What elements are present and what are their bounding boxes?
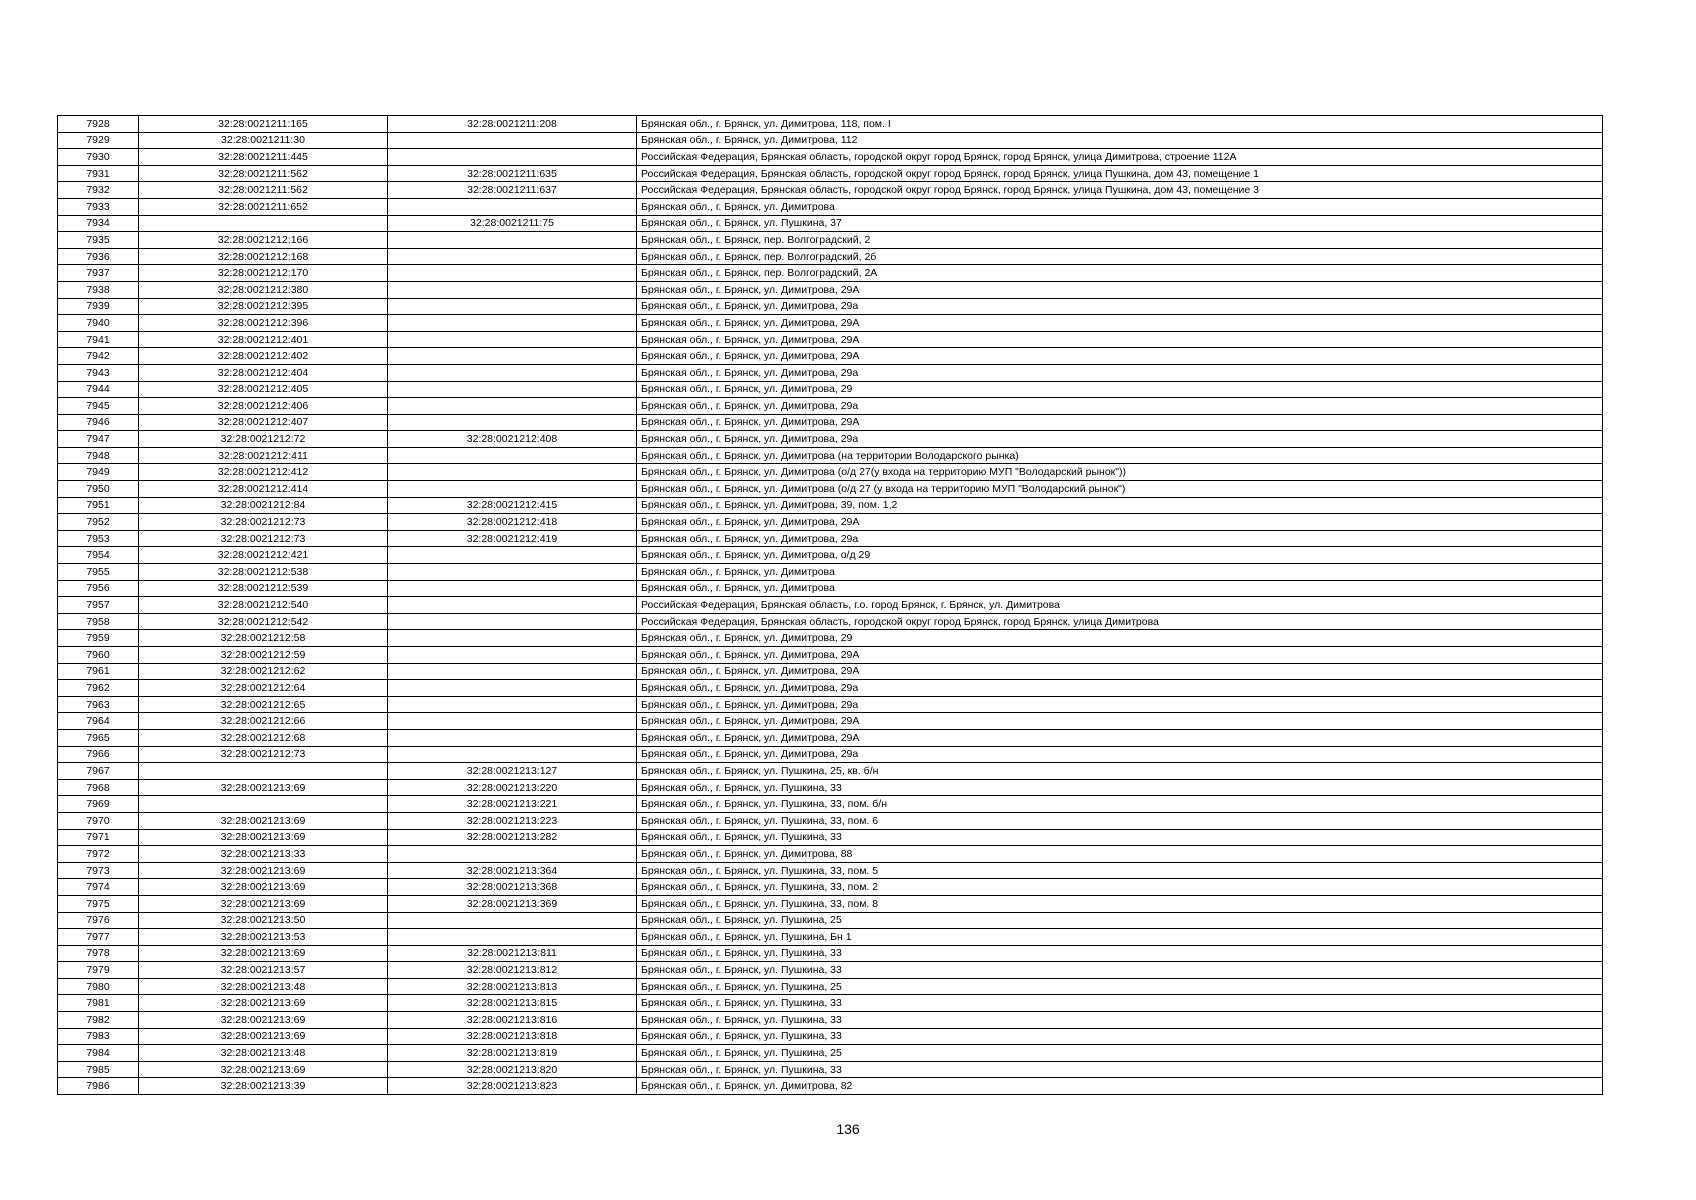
related-cadastral-number-cell: 32:28:0021213:813 — [388, 978, 637, 995]
related-cadastral-number-cell: 32:28:0021213:282 — [388, 829, 637, 846]
related-cadastral-number-cell — [388, 132, 637, 149]
related-cadastral-number-cell: 32:28:0021211:635 — [388, 165, 637, 182]
address-cell: Брянская обл., г. Брянск, ул. Пушкина, 33 — [637, 945, 1603, 962]
address-cell: Российская Федерация, Брянская область, г.о. город Брянск, г. Брянск, ул. Димитрова — [637, 597, 1603, 614]
related-cadastral-number-cell — [388, 447, 637, 464]
cadastral-number-cell: 32:28:0021213:69 — [139, 995, 388, 1012]
table-row — [58, 879, 1603, 896]
address-cell: Брянская обл., г. Брянск, ул. Димитрова, 29а — [637, 680, 1603, 697]
row-number-cell: 7952 — [58, 514, 139, 531]
address-cell: Брянская обл., г. Брянск, ул. Димитрова, 29а — [637, 746, 1603, 763]
table-row — [58, 779, 1603, 796]
cadastral-number-cell: 32:28:0021212:64 — [139, 680, 388, 697]
row-number-cell: 7939 — [58, 298, 139, 315]
row-number-cell: 7967 — [58, 763, 139, 780]
address-cell: Брянская обл., г. Брянск, ул. Пушкина, 33, пом. б/н — [637, 796, 1603, 813]
table-row — [58, 978, 1603, 995]
related-cadastral-number-cell — [388, 729, 637, 746]
table-row — [58, 265, 1603, 282]
address-cell: Брянская обл., г. Брянск, ул. Димитрова, 29А — [637, 729, 1603, 746]
address-cell: Брянская обл., г. Брянск, ул. Пушкина, 33 — [637, 995, 1603, 1012]
row-number-cell: 7983 — [58, 1028, 139, 1045]
cadastral-number-cell: 32:28:0021212:406 — [139, 398, 388, 415]
cadastral-number-cell: 32:28:0021212:166 — [139, 232, 388, 249]
cadastral-number-cell: 32:28:0021213:69 — [139, 812, 388, 829]
address-cell: Брянская обл., г. Брянск, пер. Волгоградский, 2А — [637, 265, 1603, 282]
row-number-cell: 7931 — [58, 165, 139, 182]
cadastral-number-cell: 32:28:0021211:562 — [139, 182, 388, 199]
cadastral-number-cell: 32:28:0021211:562 — [139, 165, 388, 182]
table-row — [58, 862, 1603, 879]
address-cell: Российская Федерация, Брянская область, городской округ город Брянск, город Брянск, улица Пушкина, дом 43, помещение 1 — [637, 165, 1603, 182]
table-row — [58, 564, 1603, 581]
table-row — [58, 398, 1603, 415]
address-cell: Брянская обл., г. Брянск, ул. Димитрова, 29А — [637, 348, 1603, 365]
address-cell: Брянская обл., г. Брянск, ул. Димитрова, 29а — [637, 398, 1603, 415]
table-row — [58, 1078, 1603, 1095]
table-row — [58, 414, 1603, 431]
table-row — [58, 696, 1603, 713]
table-row — [58, 1028, 1603, 1045]
address-cell: Брянская обл., г. Брянск, пер. Волгоградский, 2 — [637, 232, 1603, 249]
table-row — [58, 580, 1603, 597]
related-cadastral-number-cell: 32:28:0021213:221 — [388, 796, 637, 813]
address-cell: Брянская обл., г. Брянск, ул. Пушкина, 33 — [637, 779, 1603, 796]
address-cell: Брянская обл., г. Брянск, ул. Димитрова, 29а — [637, 364, 1603, 381]
related-cadastral-number-cell — [388, 298, 637, 315]
cadastral-number-cell: 32:28:0021212:405 — [139, 381, 388, 398]
cadastral-number-cell: 32:28:0021213:69 — [139, 1061, 388, 1078]
table-row — [58, 945, 1603, 962]
address-cell: Брянская обл., г. Брянск, ул. Димитрова, 29А — [637, 414, 1603, 431]
cadastral-number-cell: 32:28:0021213:48 — [139, 978, 388, 995]
table-row — [58, 846, 1603, 863]
related-cadastral-number-cell — [388, 929, 637, 946]
related-cadastral-number-cell: 32:28:0021212:415 — [388, 497, 637, 514]
address-cell: Брянская обл., г. Брянск, ул. Пушкина, 37 — [637, 215, 1603, 232]
cadastral-number-cell: 32:28:0021212:538 — [139, 564, 388, 581]
table-row — [58, 729, 1603, 746]
related-cadastral-number-cell — [388, 580, 637, 597]
row-number-cell: 7953 — [58, 530, 139, 547]
row-number-cell: 7951 — [58, 497, 139, 514]
related-cadastral-number-cell — [388, 647, 637, 664]
row-number-cell: 7977 — [58, 929, 139, 946]
row-number-cell: 7970 — [58, 812, 139, 829]
cadastral-number-cell: 32:28:0021213:53 — [139, 929, 388, 946]
row-number-cell: 7969 — [58, 796, 139, 813]
cadastral-number-cell: 32:28:0021213:69 — [139, 879, 388, 896]
related-cadastral-number-cell — [388, 331, 637, 348]
address-cell: Брянская обл., г. Брянск, ул. Димитрова, 39, пом. 1,2 — [637, 497, 1603, 514]
related-cadastral-number-cell: 32:28:0021212:418 — [388, 514, 637, 531]
cadastral-number-cell: 32:28:0021211:445 — [139, 149, 388, 166]
cadastral-number-cell: 32:28:0021213:48 — [139, 1045, 388, 1062]
table-row — [58, 281, 1603, 298]
row-number-cell: 7968 — [58, 779, 139, 796]
address-cell: Брянская обл., г. Брянск, ул. Пушкина, 25, кв. б/н — [637, 763, 1603, 780]
table-row — [58, 663, 1603, 680]
table-row — [58, 198, 1603, 215]
row-number-cell: 7979 — [58, 962, 139, 979]
table-row — [58, 713, 1603, 730]
related-cadastral-number-cell: 32:28:0021213:368 — [388, 879, 637, 896]
related-cadastral-number-cell: 32:28:0021213:818 — [388, 1028, 637, 1045]
row-number-cell: 7985 — [58, 1061, 139, 1078]
table-row — [58, 364, 1603, 381]
cadastral-number-cell: 32:28:0021213:50 — [139, 912, 388, 929]
related-cadastral-number-cell — [388, 846, 637, 863]
cadastral-number-cell: 32:28:0021212:421 — [139, 547, 388, 564]
related-cadastral-number-cell — [388, 746, 637, 763]
address-cell: Брянская обл., г. Брянск, ул. Димитрова, 29а — [637, 431, 1603, 448]
table-row — [58, 929, 1603, 946]
row-number-cell: 7932 — [58, 182, 139, 199]
table-row — [58, 248, 1603, 265]
cadastral-number-cell: 32:28:0021212:168 — [139, 248, 388, 265]
cadastral-number-cell: 32:28:0021212:411 — [139, 447, 388, 464]
row-number-cell: 7965 — [58, 729, 139, 746]
row-number-cell: 7944 — [58, 381, 139, 398]
table-row — [58, 348, 1603, 365]
address-cell: Брянская обл., г. Брянск, ул. Пушкина, 33, пом. 5 — [637, 862, 1603, 879]
table-row — [58, 1012, 1603, 1029]
related-cadastral-number-cell — [388, 265, 637, 282]
table-row — [58, 381, 1603, 398]
related-cadastral-number-cell: 32:28:0021213:816 — [388, 1012, 637, 1029]
row-number-cell: 7971 — [58, 829, 139, 846]
table-row — [58, 812, 1603, 829]
table-row — [58, 315, 1603, 332]
address-cell: Брянская обл., г. Брянск, ул. Пушкина, 33 — [637, 1028, 1603, 1045]
table-row — [58, 647, 1603, 664]
related-cadastral-number-cell — [388, 364, 637, 381]
table-row — [58, 447, 1603, 464]
related-cadastral-number-cell: 32:28:0021213:127 — [388, 763, 637, 780]
related-cadastral-number-cell: 32:28:0021211:75 — [388, 215, 637, 232]
cadastral-number-cell: 32:28:0021212:73 — [139, 746, 388, 763]
cadastral-number-cell: 32:28:0021211:652 — [139, 198, 388, 215]
related-cadastral-number-cell: 32:28:0021213:811 — [388, 945, 637, 962]
table-row — [58, 481, 1603, 498]
row-number-cell: 7978 — [58, 945, 139, 962]
row-number-cell: 7928 — [58, 116, 139, 133]
cadastral-number-cell: 32:28:0021212:72 — [139, 431, 388, 448]
address-cell: Брянская обл., г. Брянск, ул. Пушкина, Бн 1 — [637, 929, 1603, 946]
row-number-cell: 7954 — [58, 547, 139, 564]
table-row — [58, 895, 1603, 912]
cadastral-number-cell: 32:28:0021213:69 — [139, 1028, 388, 1045]
row-number-cell: 7958 — [58, 613, 139, 630]
row-number-cell: 7962 — [58, 680, 139, 697]
row-number-cell: 7972 — [58, 846, 139, 863]
row-number-cell: 7934 — [58, 215, 139, 232]
related-cadastral-number-cell — [388, 680, 637, 697]
table-row — [58, 497, 1603, 514]
cadastral-number-cell: 32:28:0021212:407 — [139, 414, 388, 431]
address-cell: Брянская обл., г. Брянск, ул. Димитрова — [637, 564, 1603, 581]
address-cell: Российская Федерация, Брянская область, городской округ город Брянск, город Брянск, улица Пушкина, дом 43, помещение 3 — [637, 182, 1603, 199]
row-number-cell: 7942 — [58, 348, 139, 365]
table-row — [58, 182, 1603, 199]
related-cadastral-number-cell — [388, 663, 637, 680]
row-number-cell: 7957 — [58, 597, 139, 614]
cadastral-number-cell — [139, 796, 388, 813]
address-cell: Брянская обл., г. Брянск, ул. Димитрова (о/д 27(у входа на территорию МУП "Володарский рынок")) — [637, 464, 1603, 481]
table-row — [58, 746, 1603, 763]
row-number-cell: 7946 — [58, 414, 139, 431]
table-row — [58, 232, 1603, 249]
row-number-cell: 7948 — [58, 447, 139, 464]
related-cadastral-number-cell: 32:28:0021211:208 — [388, 116, 637, 133]
row-number-cell: 7943 — [58, 364, 139, 381]
address-cell: Брянская обл., г. Брянск, ул. Димитрова, 118, пом. I — [637, 116, 1603, 133]
cadastral-number-cell: 32:28:0021212:539 — [139, 580, 388, 597]
address-cell: Брянская обл., г. Брянск, ул. Димитрова, 29А — [637, 663, 1603, 680]
related-cadastral-number-cell: 32:28:0021213:369 — [388, 895, 637, 912]
table-row — [58, 298, 1603, 315]
row-number-cell: 7940 — [58, 315, 139, 332]
related-cadastral-number-cell — [388, 464, 637, 481]
row-number-cell: 7964 — [58, 713, 139, 730]
address-cell: Брянская обл., г. Брянск, ул. Пушкина, 25 — [637, 1045, 1603, 1062]
address-cell: Брянская обл., г. Брянск, ул. Димитрова, 29А — [637, 713, 1603, 730]
row-number-cell: 7982 — [58, 1012, 139, 1029]
address-cell: Брянская обл., г. Брянск, ул. Димитрова, о/д 29 — [637, 547, 1603, 564]
cadastral-number-cell: 32:28:0021213:69 — [139, 779, 388, 796]
address-cell: Брянская обл., г. Брянск, ул. Димитрова, 29 — [637, 381, 1603, 398]
address-cell: Брянская обл., г. Брянск, ул. Пушкина, 33 — [637, 1012, 1603, 1029]
related-cadastral-number-cell — [388, 232, 637, 249]
row-number-cell: 7955 — [58, 564, 139, 581]
address-cell: Брянская обл., г. Брянск, ул. Димитрова — [637, 580, 1603, 597]
related-cadastral-number-cell: 32:28:0021213:815 — [388, 995, 637, 1012]
table-row — [58, 680, 1603, 697]
related-cadastral-number-cell — [388, 414, 637, 431]
table-row — [58, 547, 1603, 564]
cadastral-number-cell: 32:28:0021212:540 — [139, 597, 388, 614]
address-cell: Брянская обл., г. Брянск, ул. Димитрова, 29А — [637, 514, 1603, 531]
table-row — [58, 431, 1603, 448]
address-cell: Брянская обл., г. Брянск, ул. Димитрова — [637, 198, 1603, 215]
row-number-cell: 7933 — [58, 198, 139, 215]
cadastral-number-cell: 32:28:0021212:396 — [139, 315, 388, 332]
cadastral-number-cell: 32:28:0021213:69 — [139, 945, 388, 962]
address-cell: Брянская обл., г. Брянск, ул. Пушкина, 33 — [637, 829, 1603, 846]
related-cadastral-number-cell — [388, 315, 637, 332]
related-cadastral-number-cell — [388, 564, 637, 581]
cadastral-number-cell: 32:28:0021211:165 — [139, 116, 388, 133]
address-cell: Брянская обл., г. Брянск, ул. Димитрова, 29А — [637, 331, 1603, 348]
related-cadastral-number-cell — [388, 613, 637, 630]
row-number-cell: 7976 — [58, 912, 139, 929]
related-cadastral-number-cell: 32:28:0021212:419 — [388, 530, 637, 547]
row-number-cell: 7959 — [58, 630, 139, 647]
address-cell: Брянская обл., г. Брянск, ул. Пушкина, 33 — [637, 962, 1603, 979]
address-cell: Брянская обл., г. Брянск, ул. Димитрова, 29а — [637, 530, 1603, 547]
related-cadastral-number-cell: 32:28:0021213:823 — [388, 1078, 637, 1095]
row-number-cell: 7974 — [58, 879, 139, 896]
cadastral-number-cell: 32:28:0021212:73 — [139, 530, 388, 547]
table-row — [58, 763, 1603, 780]
row-number-cell: 7981 — [58, 995, 139, 1012]
row-number-cell: 7935 — [58, 232, 139, 249]
address-cell: Брянская обл., г. Брянск, ул. Димитрова, 29А — [637, 281, 1603, 298]
table-row — [58, 962, 1603, 979]
related-cadastral-number-cell: 32:28:0021213:223 — [388, 812, 637, 829]
related-cadastral-number-cell — [388, 713, 637, 730]
address-cell: Брянская обл., г. Брянск, ул. Димитрова (на территории Володарского рынка) — [637, 447, 1603, 464]
address-cell: Брянская обл., г. Брянск, ул. Пушкина, 33, пом. 8 — [637, 895, 1603, 912]
cadastral-number-cell: 32:28:0021213:69 — [139, 829, 388, 846]
table-row — [58, 464, 1603, 481]
table-row — [58, 514, 1603, 531]
related-cadastral-number-cell — [388, 547, 637, 564]
address-cell: Брянская обл., г. Брянск, ул. Пушкина, 33 — [637, 1061, 1603, 1078]
address-cell: Брянская обл., г. Брянск, ул. Димитрова, 82 — [637, 1078, 1603, 1095]
row-number-cell: 7956 — [58, 580, 139, 597]
row-number-cell: 7986 — [58, 1078, 139, 1095]
related-cadastral-number-cell: 32:28:0021213:220 — [388, 779, 637, 796]
row-number-cell: 7936 — [58, 248, 139, 265]
related-cadastral-number-cell — [388, 398, 637, 415]
address-cell: Брянская обл., г. Брянск, ул. Димитрова, 112 — [637, 132, 1603, 149]
cadastral-number-cell: 32:28:0021212:395 — [139, 298, 388, 315]
cadastral-number-cell: 32:28:0021212:404 — [139, 364, 388, 381]
row-number-cell: 7973 — [58, 862, 139, 879]
table-row — [58, 613, 1603, 630]
address-cell: Брянская обл., г. Брянск, ул. Димитрова (о/д 27 (у входа на территорию МУП "Володарский рынок") — [637, 481, 1603, 498]
table-row — [58, 530, 1603, 547]
table-row — [58, 829, 1603, 846]
related-cadastral-number-cell — [388, 348, 637, 365]
table-row — [58, 597, 1603, 614]
related-cadastral-number-cell — [388, 630, 637, 647]
row-number-cell: 7938 — [58, 281, 139, 298]
cadastral-number-cell: 32:28:0021212:542 — [139, 613, 388, 630]
table-row — [58, 1061, 1603, 1078]
related-cadastral-number-cell — [388, 912, 637, 929]
row-number-cell: 7961 — [58, 663, 139, 680]
cadastral-number-cell: 32:28:0021212:73 — [139, 514, 388, 531]
cadastral-number-cell — [139, 763, 388, 780]
address-cell: Брянская обл., г. Брянск, ул. Димитрова, 29а — [637, 696, 1603, 713]
cadastral-number-cell: 32:28:0021213:39 — [139, 1078, 388, 1095]
related-cadastral-number-cell: 32:28:0021213:819 — [388, 1045, 637, 1062]
row-number-cell: 7980 — [58, 978, 139, 995]
row-number-cell: 7966 — [58, 746, 139, 763]
registry-table-body — [58, 116, 1603, 1095]
row-number-cell: 7949 — [58, 464, 139, 481]
cadastral-number-cell: 32:28:0021213:69 — [139, 862, 388, 879]
cadastral-number-cell: 32:28:0021213:69 — [139, 1012, 388, 1029]
cadastral-number-cell: 32:28:0021212:170 — [139, 265, 388, 282]
table-row — [58, 1045, 1603, 1062]
table-row — [58, 116, 1603, 133]
cadastral-number-cell: 32:28:0021212:65 — [139, 696, 388, 713]
related-cadastral-number-cell: 32:28:0021213:820 — [388, 1061, 637, 1078]
cadastral-number-cell: 32:28:0021212:401 — [139, 331, 388, 348]
row-number-cell: 7929 — [58, 132, 139, 149]
address-cell: Брянская обл., г. Брянск, ул. Димитрова, 29А — [637, 315, 1603, 332]
related-cadastral-number-cell: 32:28:0021212:408 — [388, 431, 637, 448]
cadastral-number-cell: 32:28:0021212:414 — [139, 481, 388, 498]
cadastral-number-cell: 32:28:0021213:69 — [139, 895, 388, 912]
cadastral-number-cell: 32:28:0021212:62 — [139, 663, 388, 680]
related-cadastral-number-cell — [388, 281, 637, 298]
row-number-cell: 7941 — [58, 331, 139, 348]
related-cadastral-number-cell — [388, 597, 637, 614]
row-number-cell: 7984 — [58, 1045, 139, 1062]
table-row — [58, 149, 1603, 166]
row-number-cell: 7947 — [58, 431, 139, 448]
address-cell: Брянская обл., г. Брянск, ул. Димитрова, 29А — [637, 647, 1603, 664]
row-number-cell: 7963 — [58, 696, 139, 713]
related-cadastral-number-cell: 32:28:0021213:364 — [388, 862, 637, 879]
cadastral-number-cell: 32:28:0021212:66 — [139, 713, 388, 730]
address-cell: Брянская обл., г. Брянск, ул. Пушкина, 25 — [637, 912, 1603, 929]
row-number-cell: 7950 — [58, 481, 139, 498]
related-cadastral-number-cell — [388, 198, 637, 215]
related-cadastral-number-cell: 32:28:0021213:812 — [388, 962, 637, 979]
cadastral-number-cell — [139, 215, 388, 232]
address-cell: Брянская обл., г. Брянск, ул. Димитрова, 29а — [637, 298, 1603, 315]
cadastral-number-cell: 32:28:0021212:68 — [139, 729, 388, 746]
page-number: 136 — [836, 1121, 860, 1137]
row-number-cell: 7937 — [58, 265, 139, 282]
related-cadastral-number-cell — [388, 149, 637, 166]
address-cell: Брянская обл., г. Брянск, ул. Пушкина, 33, пом. 6 — [637, 812, 1603, 829]
related-cadastral-number-cell — [388, 381, 637, 398]
cadastral-number-cell: 32:28:0021212:380 — [139, 281, 388, 298]
cadastral-number-cell: 32:28:0021212:402 — [139, 348, 388, 365]
cadastral-number-cell: 32:28:0021213:57 — [139, 962, 388, 979]
cadastral-number-cell: 32:28:0021212:412 — [139, 464, 388, 481]
address-cell: Российская Федерация, Брянская область, городской округ город Брянск, город Брянск, улица Димитрова — [637, 613, 1603, 630]
table-row — [58, 630, 1603, 647]
cadastral-number-cell: 32:28:0021212:58 — [139, 630, 388, 647]
related-cadastral-number-cell: 32:28:0021211:637 — [388, 182, 637, 199]
address-cell: Брянская обл., г. Брянск, ул. Димитрова, 88 — [637, 846, 1603, 863]
table-row — [58, 995, 1603, 1012]
address-cell: Брянская обл., г. Брянск, ул. Пушкина, 25 — [637, 978, 1603, 995]
table-row — [58, 132, 1603, 149]
table-row — [58, 912, 1603, 929]
registry-table — [57, 115, 1603, 1095]
address-cell: Брянская обл., г. Брянск, ул. Пушкина, 33, пом. 2 — [637, 879, 1603, 896]
address-cell: Брянская обл., г. Брянск, ул. Димитрова, 29 — [637, 630, 1603, 647]
row-number-cell: 7975 — [58, 895, 139, 912]
row-number-cell: 7930 — [58, 149, 139, 166]
related-cadastral-number-cell — [388, 248, 637, 265]
table-row — [58, 796, 1603, 813]
row-number-cell: 7960 — [58, 647, 139, 664]
related-cadastral-number-cell — [388, 696, 637, 713]
cadastral-number-cell: 32:28:0021213:33 — [139, 846, 388, 863]
table-row — [58, 165, 1603, 182]
table-row — [58, 215, 1603, 232]
address-cell: Российская Федерация, Брянская область, городской округ город Брянск, город Брянск, улица Димитрова, строение 112А — [637, 149, 1603, 166]
table-row — [58, 331, 1603, 348]
cadastral-number-cell: 32:28:0021212:84 — [139, 497, 388, 514]
cadastral-number-cell: 32:28:0021211:30 — [139, 132, 388, 149]
row-number-cell: 7945 — [58, 398, 139, 415]
related-cadastral-number-cell — [388, 481, 637, 498]
cadastral-number-cell: 32:28:0021212:59 — [139, 647, 388, 664]
address-cell: Брянская обл., г. Брянск, пер. Волгоградский, 2б — [637, 248, 1603, 265]
